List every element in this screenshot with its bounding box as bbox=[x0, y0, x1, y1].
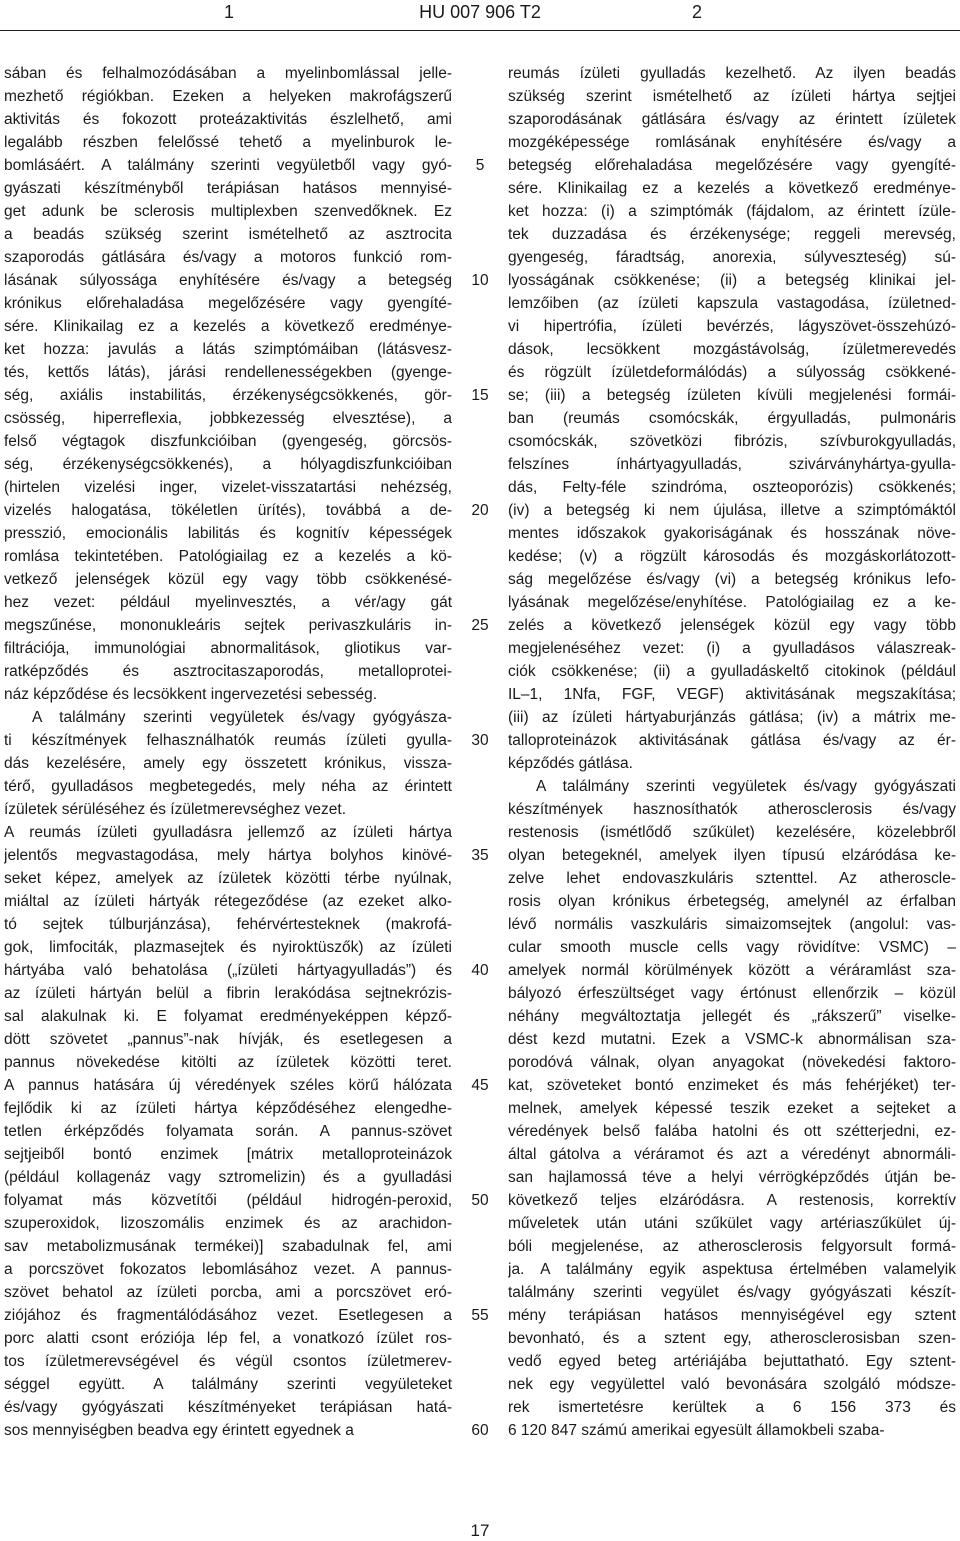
text-line: gyászati készítményből terápiásan hatásos mennyisé- bbox=[4, 180, 452, 197]
text-line: amelyek normál körülmények között a véráramlást sza- bbox=[508, 962, 956, 979]
text-line: vizelés halogatása, tökéletlen ürítés), továbbá a de- bbox=[4, 502, 452, 519]
text-line: melnek, amelyek képessé teszik ezeket a sejteket a bbox=[508, 1100, 956, 1117]
text-line: mény terápiásan hatásos mennyiségével egy sztent bbox=[508, 1307, 956, 1324]
text-line: bevonható, és a sztent egy, atherosclerosisban szen- bbox=[508, 1330, 956, 1347]
text-line: ciók csökkenése; (ii) a gyulladáskeltő citokinok (például bbox=[508, 663, 956, 680]
footer-page-number: 17 bbox=[470, 1521, 490, 1540]
text-line: sejtjeiből bontó enzimek [mátrix metalloproteinázok bbox=[4, 1146, 452, 1163]
text-line: dás kezelésére, amely egy összetett krónikus, vissza- bbox=[4, 755, 452, 772]
document-number: HU 007 906 T2 bbox=[419, 2, 541, 22]
text-line: ban (reumás csomócskák, érgyulladás, pulmonáris bbox=[508, 410, 956, 427]
text-line: filtrációja, immunológiai abnormalitások, gliotikus var- bbox=[4, 640, 452, 657]
text-line: képződés gátlása. bbox=[508, 755, 633, 772]
text-line: készítmények hasznosíthatók atherosclerosis és/vagy bbox=[508, 801, 956, 818]
text-line: seket képez, amelyek az ízületek közötti térbe nyúlnak, bbox=[4, 870, 452, 887]
text-line: sav metabolizmusának termékei)] szabadulnak fel, ami bbox=[4, 1238, 452, 1255]
line-number: 30 bbox=[471, 732, 489, 749]
text-line: tek duzzadása és érzékenysége; reggeli merevség, bbox=[508, 226, 956, 243]
text-line: szövet behatol az ízületi porcba, ami a porcszövet eró- bbox=[4, 1284, 452, 1301]
text-line: ízületek sérüléséhez és ízületmerevséghez vezet. bbox=[4, 801, 347, 818]
text-line: szuperoxidok, lizoszomális enzimek és az arachidon- bbox=[4, 1215, 452, 1232]
header-rule bbox=[0, 30, 960, 31]
page-number-left: 1 bbox=[224, 2, 235, 22]
text-line: vetkező jelenségek közül egy vagy több csökkenésé- bbox=[4, 571, 452, 588]
text-line: sére. Klinikailag ez a kezelés a következő eredménye- bbox=[508, 180, 956, 197]
text-line: talloproteinázok aktivitásának gátlása és/vagy az ér- bbox=[508, 732, 956, 749]
text-line: szaporodás gátlására és/vagy a motoros funkció rom- bbox=[4, 249, 452, 266]
text-line: a porcszövet fokozatos lebomlásához vezet. A pannus- bbox=[4, 1261, 452, 1278]
text-line: pannus növekedése kitölti az ízületek közötti teret. bbox=[4, 1054, 452, 1071]
text-line: lásának súlyossága enyhítésére és/vagy a betegség bbox=[4, 272, 452, 289]
text-line: mentes időszakok gyakoriságának és hosszának növe- bbox=[508, 525, 956, 542]
text-line: krónikus előrehaladása megelőzésére vagy gyengíté- bbox=[4, 295, 452, 312]
text-line: csösség, hiperreflexia, jobbkezesség elvesztése), a bbox=[4, 410, 452, 427]
text-line: következő teljes elzáródásra. A restenosis, korrektív bbox=[508, 1192, 956, 1209]
text-line: lyásának megelőzése/enyhítése. Patológiailag ez a ke- bbox=[508, 594, 956, 611]
text-line: bályozó érfeszültséget vagy értónust ellenőrzik – közül bbox=[508, 985, 956, 1002]
text-line: találmány szerinti vegyület és/vagy gyógyászati készít- bbox=[508, 1284, 956, 1301]
line-number: 45 bbox=[471, 1077, 489, 1094]
text-line: felső végtagok diszfunkcióiban (gyengeség, görcsös- bbox=[4, 433, 452, 450]
text-line: az ízületi hártyán belül a fibrin lerakódása sejtnekrózis- bbox=[4, 985, 452, 1002]
text-line: zelés a következő jelenségek közül egy vagy több bbox=[508, 617, 956, 634]
text-line: mezhető régiókban. Ezeken a helyeken makrofágszerű bbox=[4, 88, 452, 105]
text-line: gyengeség, fáradtság, anorexia, súlyveszteség) sú- bbox=[508, 249, 956, 266]
text-line: kedése; (v) a rögzült károsodás és mozgáskorlátozott- bbox=[508, 548, 956, 565]
text-line: (iii) az ízületi hártyaburjánzás gátlása; (iv) a mátrix me- bbox=[508, 709, 956, 726]
text-line: szaporodásának gátlására és/vagy az érintett ízületek bbox=[508, 111, 956, 128]
text-line: fejlődik ki az ízületi hártya képződéséhez elengedhe- bbox=[4, 1100, 452, 1117]
line-number: 25 bbox=[471, 617, 489, 634]
text-line: jelentős megvastagodása, mely hártya bolyhos kinövé- bbox=[4, 847, 452, 864]
text-line: dést kezd mutatni. Ezek a VSMC-k abnormálisan sza- bbox=[508, 1031, 956, 1048]
text-line: betegség előrehaladása megelőzésére vagy gyengíté- bbox=[508, 157, 956, 174]
text-line: IL–1, 1Nfa, FGF, VEGF) aktivitásának megszakítása; bbox=[508, 686, 956, 703]
text-line: presszió, emocionális labilitás és kognitív képességek bbox=[4, 525, 452, 542]
text-line: vi hipertrófia, ízületi bevérzés, lágyszövet-összehúzó- bbox=[508, 318, 956, 335]
text-line: (például kollagenáz vagy sztromelizin) és a gyulladási bbox=[4, 1169, 452, 1186]
text-line: bomlásáért. A találmány szerinti vegyületből vagy gyó- bbox=[4, 157, 452, 174]
text-line: san hajlamossá téve a helyi vérrögképződés útján be- bbox=[508, 1169, 956, 1186]
text-line: ja. A találmány egyik aspektusa értelmében valamelyik bbox=[508, 1261, 956, 1278]
text-line: a beadás szükség szerint ismételhető az asztrocita bbox=[4, 226, 452, 243]
text-line: néhány megváltoztatja jellegét és „rákszerű” viselke- bbox=[508, 1008, 956, 1025]
text-line: ség, axiális instabilitás, érzékenységcsökkenés, gör- bbox=[4, 387, 452, 404]
text-line: sos mennyiségben beadva egy érintett egyednek a bbox=[4, 1422, 354, 1439]
text-line: 6 120 847 számú amerikai egyesült államokbeli szaba- bbox=[508, 1422, 885, 1439]
text-line: ti készítmények felhasználhatók reumás ízületi gyulla- bbox=[4, 732, 452, 749]
text-line: hártyába való behatolása („ízületi hártyagyulladás”) és bbox=[4, 962, 452, 979]
text-line: náz képződése és lecsökkent ingervezetési sebesség. bbox=[4, 686, 378, 703]
text-line: ket hozza: javulás a látás szimptómáiban (látásvesz- bbox=[4, 341, 452, 358]
text-line: get adunk be sclerosis multiplexben szenvedőknek. Ez bbox=[4, 203, 452, 220]
text-line: és rögzült ízületdeformálódás) a súlyosság csökkené- bbox=[508, 364, 956, 381]
text-line: reumás ízületi gyulladás kezelhető. Az ilyen beadás bbox=[508, 65, 956, 82]
text-line: A reumás ízületi gyulladásra jellemző az ízületi hártya bbox=[4, 824, 452, 841]
line-number: 60 bbox=[471, 1422, 489, 1439]
line-number: 5 bbox=[475, 157, 485, 174]
line-number: 55 bbox=[471, 1307, 489, 1324]
left-column bbox=[4, 62, 452, 1442]
text-line: tés, kettős látás), járási rendellenességekben (gyenge- bbox=[4, 364, 452, 381]
text-line: műveletek után utáni szűkület vagy artériaszűkület új- bbox=[508, 1215, 956, 1232]
text-line: lévő normális vaszkuláris simaizomsejtek (angolul: vas- bbox=[508, 916, 956, 933]
text-line: folyamat más közvetítői (például hidrogén-peroxid, bbox=[4, 1192, 452, 1209]
text-line: romlása tekintetében. Patológiailag ez a kezelés a kö- bbox=[4, 548, 452, 565]
text-line: által gátolva a véráramot és azt a véredényt abnormáli- bbox=[508, 1146, 956, 1163]
text-line: dások, lecsökkent mozgástávolság, ízületmerevedés bbox=[508, 341, 956, 358]
text-line: megszűnése, mononukleáris sejtek perivaszkuláris in- bbox=[4, 617, 452, 634]
text-line: ség, érzékenységcsökkenés), a hólyagdiszfunkcióiban bbox=[4, 456, 452, 473]
text-line: térő, gyulladásos megbetegedés, mely néha az érintett bbox=[4, 778, 452, 795]
right-column bbox=[508, 62, 956, 1442]
text-line: porc alatti csont eróziója lép fel, a vonatkozó ízület ros- bbox=[4, 1330, 452, 1347]
text-line: szükség szerint ismételhető az ízületi hártya sejtjei bbox=[508, 88, 956, 105]
text-line: mozgéképessége romlásának enyhítésére és/vagy a bbox=[508, 134, 956, 151]
text-line: csomócskák, szövetközi fibrózis, szívburokgyulladás, bbox=[508, 433, 956, 450]
text-line: tó sejtek túlburjánzása), fehérvértesteknek (makrofá- bbox=[4, 916, 452, 933]
text-line: gok, limfociták, plazmasejtek és nyiroktüszők) az ízületi bbox=[4, 939, 452, 956]
text-line: miáltal az ízületi hártyák rétegeződése (az ezeket alko- bbox=[4, 893, 452, 910]
text-line: sában és felhalmozódásában a myelinbomlással jelle- bbox=[4, 65, 452, 82]
text-line: ziójához és fragmentálódásához vezet. Esetlegesen a bbox=[4, 1307, 452, 1324]
text-line: lemzőiben (az ízületi kapszula vastagodása, ízületned- bbox=[508, 295, 956, 312]
text-line: sal alakulnak ki. E folyamat eredményeképpen képző- bbox=[4, 1008, 452, 1025]
text-line: legalább részben felelőssé tehető a myelinburok le- bbox=[4, 134, 452, 151]
text-line: séggel együtt. A találmány szerinti vegyületeket bbox=[4, 1376, 452, 1393]
page-number-right: 2 bbox=[692, 2, 703, 22]
text-line: nek egy vegyülettel való bevonására szolgáló módsze- bbox=[508, 1376, 956, 1393]
text-line: és/vagy gyógyászati készítményeket terápiásan hatá- bbox=[4, 1399, 452, 1416]
text-line: olyan betegeknél, amelyek ilyen típusú elzáródása ke- bbox=[508, 847, 956, 864]
text-line: (iv) a betegség ki nem újulása, illetve a szimptómáktól bbox=[508, 502, 956, 519]
text-line: ket hozza: (i) a szimptómák (fájdalom, az érintett ízüle- bbox=[508, 203, 956, 220]
line-number: 35 bbox=[471, 847, 489, 864]
text-line: se; (iii) a betegség ízületen kívüli megjelenési formái- bbox=[508, 387, 956, 404]
text-line: bóli megjelenése, az atherosclerosis felgyorsult formá- bbox=[508, 1238, 956, 1255]
text-line: ratképződés és asztrocitaszaporodás, metalloprotei- bbox=[4, 663, 452, 680]
text-line: restenosis (ismétlődő szűkület) kezelésére, közelebbről bbox=[508, 824, 956, 841]
text-line: vedő egyed beteg artériájába bejuttatható. Egy sztent- bbox=[508, 1353, 956, 1370]
text-line: lyosságának csökkenése; (ii) a betegség klinikai jel- bbox=[508, 272, 956, 289]
text-line: rosis olyan krónikus érbetegség, amelynél az érfalban bbox=[508, 893, 956, 910]
text-line: dás, Felty-féle szindróma, oszteoporózis) csökkenés; bbox=[508, 479, 956, 496]
text-line: ság megelőzése és/vagy (vi) a betegség krónikus lefo- bbox=[508, 571, 956, 588]
text-line: sére. Klinikailag ez a kezelés a következő eredménye- bbox=[4, 318, 452, 335]
line-number: 20 bbox=[471, 502, 489, 519]
text-line: (hirtelen vizelési inger, vizelet-visszatartási nehézség, bbox=[4, 479, 452, 496]
line-number: 50 bbox=[471, 1192, 489, 1209]
text-line: A találmány szerinti vegyületek és/vagy gyógyásza- bbox=[32, 709, 452, 726]
line-number: 40 bbox=[471, 962, 489, 979]
text-line: A pannus hatására új véredények széles körű hálózata bbox=[4, 1077, 452, 1094]
text-line: aktivitás és fokozott proteázaktivitás észlelhető, ami bbox=[4, 111, 452, 128]
line-number: 15 bbox=[471, 387, 489, 404]
text-line: zelve lehet endovaszkuláris sztenttel. Az atheroscle- bbox=[508, 870, 956, 887]
line-number: 10 bbox=[471, 272, 489, 289]
text-line: véredények belső falába hatolni és ott szétterjedni, ez- bbox=[508, 1123, 956, 1140]
text-line: tos ízületmerevségével és végül csontos ízületmerev- bbox=[4, 1353, 452, 1370]
text-line: felszínes ínhártyagyulladás, szivárványhártya-gyulla- bbox=[508, 456, 956, 473]
text-line: hez vezet: például myelinvesztés, a vér/agy gát bbox=[4, 594, 452, 611]
text-line: dött szövetet „pannus”-nak hívják, és esetlegesen a bbox=[4, 1031, 452, 1048]
text-line: porodóvá válnak, olyan anyagokat (növekedési faktoro- bbox=[508, 1054, 956, 1071]
text-line: A találmány szerinti vegyületek és/vagy gyógyászati bbox=[536, 778, 956, 795]
text-line: cular smooth muscle cells vagy rövidítve: VSMC) – bbox=[508, 939, 956, 956]
text-line: megjelenéséhez vezet: (i) a gyulladásos válaszreak- bbox=[508, 640, 956, 657]
text-line: rek ismertetésre kerültek a 6 156 373 és bbox=[508, 1399, 956, 1416]
text-line: tetlen érképződés folyamata során. A pannus-szövet bbox=[4, 1123, 452, 1140]
text-line: kat, szöveteket bontó enzimeket és más fehérjéket) ter- bbox=[508, 1077, 956, 1094]
